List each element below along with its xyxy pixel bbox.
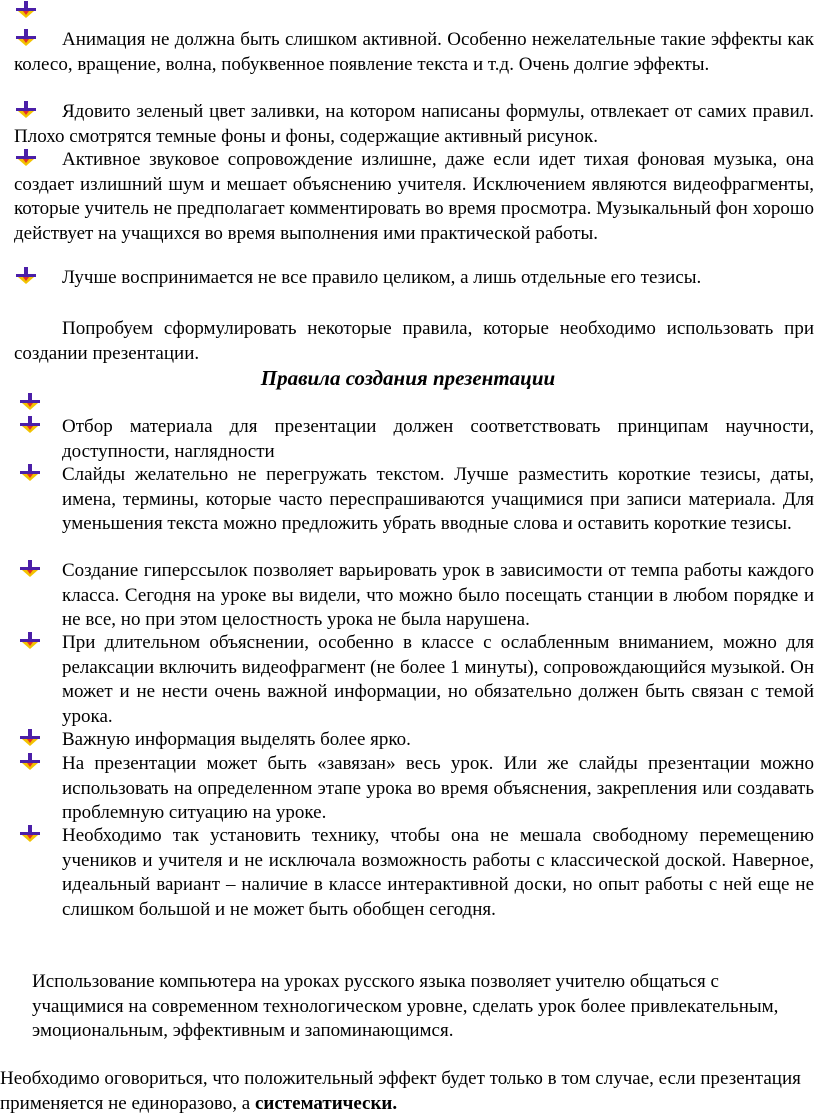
rule-item: Слайды желательно не перегружать текстом. Лучше разместить короткие тезисы, даты, имена, термины, которые часто переспрашиваются учащимися при записи материала. Для уменьшения текста можно предложить убрать вводные слова и оставить короткие тезисы.: [62, 463, 814, 537]
arrow-down-bullet-icon: [18, 729, 42, 747]
rule-item: Важную информация выделять более ярко.: [62, 728, 814, 753]
arrow-down-bullet-icon: [18, 393, 42, 411]
rule-item: Отбор материала для презентации должен соответствовать принципам научности, доступности, наглядности: [62, 415, 814, 464]
intro-paragraph: Попробуем сформулировать некоторые правила, которые необходимо использовать при создании презентации.: [14, 318, 814, 364]
arrow-down-bullet-icon: [14, 1, 38, 19]
rule-item: Необходимо так установить технику, чтобы она не мешала свободному перемещению учеников и учителя и не исключала возможность работы с классической доской. Наверное, идеальный вариант – наличие в классе интерактивной доски, но опыт работы с ней еще не слишком большой и не может быть обобщен сегодня.: [62, 824, 814, 922]
arrow-down-bullet-icon: [14, 149, 38, 167]
rule-item: При длительном объяснении, особенно в классе с ослабленным вниманием, можно для релаксации включить видеофрагмент (не более 1 минуты), сопровождающийся музыкой. Он может и не нести очень важной информации, но обязательно должен быть связан с темой урока.: [62, 631, 814, 729]
intro-item: Активное звуковое сопровождение излишне, даже если идет тихая фоновая музыка, она создает излишний шум и мешает объяснению учителя. Исключением являются видеофрагменты, которые учитель не предполагает комментировать во время просмотра. Музыкальный фон хорошо действует на учащихся во время выполнения ими практической работы.: [14, 149, 814, 244]
emphasis-text: систематически.: [254, 1092, 398, 1114]
arrow-down-bullet-icon: [18, 560, 42, 578]
arrow-down-bullet-icon: [18, 753, 42, 771]
final-paragraph: Необходимо оговориться, что положительный эффект будет только в том случае, если презентация применяется не единоразово, а систематически.: [0, 1068, 801, 1114]
intro-item: Лучше воспринимается не все правило целиком, а лишь отдельные его тезисы.: [14, 266, 814, 291]
arrow-down-bullet-icon: [18, 416, 42, 434]
rule-item: Создание гиперссылок позволяет варьировать урок в зависимости от темпа работы каждого класса. Сегодня на уроке вы видели, что можно было посещать станции в любом порядке и не все, но при этом целостность урока не была нарушена.: [62, 559, 814, 633]
arrow-down-bullet-icon: [14, 101, 38, 119]
intro-item: Анимация не должна быть слишком активной. Особенно нежелательные такие эффекты как колесо, вращение, волна, побуквенное появление текста и т.д. Очень долгие эффекты.: [14, 29, 814, 75]
rule-item: На презентации может быть «завязан» весь урок. Или же слайды презентации можно использовать на определенном этапе урока во время объяснения, закрепления или создавать проблемную ситуацию на уроке.: [62, 752, 814, 826]
intro-item: Ядовито зеленый цвет заливки, на котором написаны формулы, отвлекает от самих правил. Плохо смотрятся темные фоны и фоны, содержащие активный рисунок.: [14, 101, 814, 147]
arrow-down-bullet-icon: [18, 632, 42, 650]
arrow-down-bullet-icon: [18, 464, 42, 482]
arrow-down-bullet-icon: [14, 29, 38, 47]
arrow-down-bullet-icon: [14, 267, 38, 285]
arrow-down-bullet-icon: [18, 825, 42, 843]
closing-paragraph: Использование компьютера на уроках русского языка позволяет учителю общаться с учащимися на современном технологическом уровне, сделать урок более привлекательным, эмоциональным, эффективным и запоминающимся.: [32, 971, 779, 1042]
rules-title: Правила создания презентации: [260, 366, 556, 390]
